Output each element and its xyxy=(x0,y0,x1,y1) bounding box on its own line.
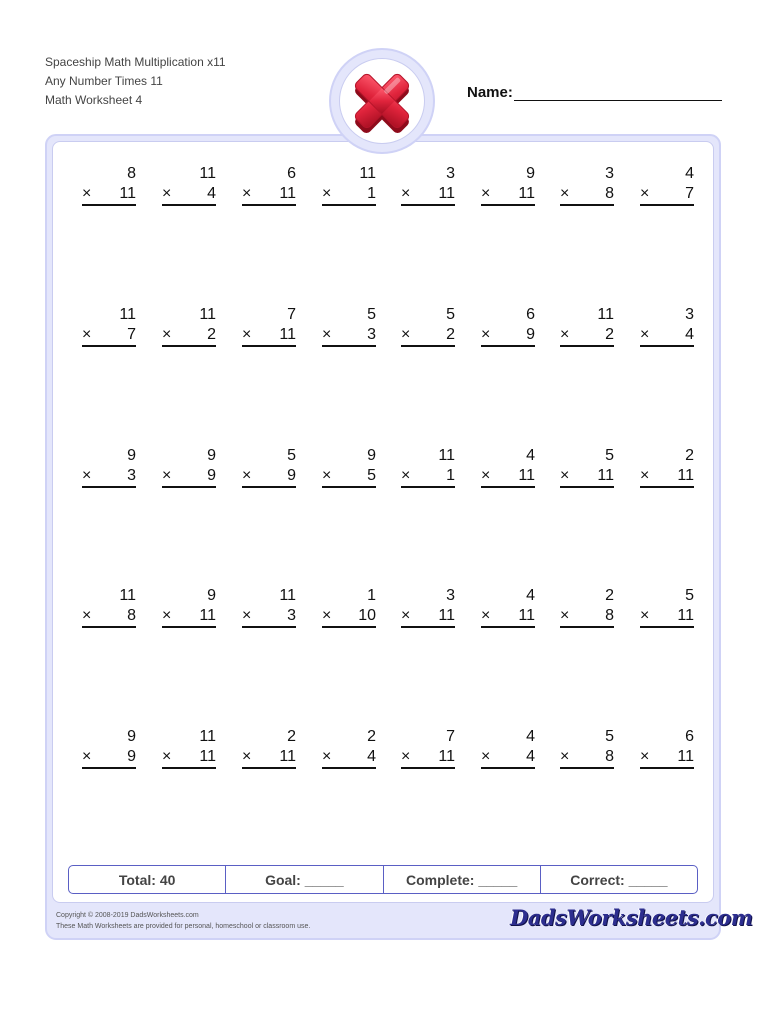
multiplicand: 9 xyxy=(207,587,216,604)
times-sign: × xyxy=(82,185,92,202)
multiplier-row xyxy=(162,325,216,347)
multiplier-row xyxy=(242,184,296,206)
complete-field: Complete: _____ xyxy=(383,866,540,893)
multiplication-problem xyxy=(401,446,455,488)
times-sign: × xyxy=(322,607,332,624)
multiplication-problem xyxy=(242,727,296,769)
multiplicand: 11 xyxy=(199,728,216,745)
multiplicand: 1 xyxy=(367,587,376,604)
multiplier-row xyxy=(82,466,136,488)
multiplier: 11 xyxy=(119,185,136,202)
times-sign: × xyxy=(560,607,570,624)
multiplicand: 5 xyxy=(367,306,376,323)
multiplicand: 2 xyxy=(287,728,296,745)
usage-note: These Math Worksheets are provided for personal, homeschool or classroom use. xyxy=(56,923,311,930)
multiplier: 8 xyxy=(605,748,614,765)
multiplication-problem xyxy=(242,305,296,347)
times-sign: × xyxy=(640,326,650,343)
footer xyxy=(56,910,310,932)
multiplier-row xyxy=(322,325,376,347)
multiplication-problem xyxy=(481,586,535,628)
multiplier-row xyxy=(82,747,136,769)
multiplication-problem xyxy=(401,586,455,628)
goal-field: Goal: _____ xyxy=(225,866,382,893)
multiplier-row xyxy=(162,184,216,206)
multiplication-problem xyxy=(640,164,694,206)
multiplier-row xyxy=(82,606,136,628)
multiplication-problem xyxy=(242,586,296,628)
multiplier-row xyxy=(560,466,614,488)
total-count: Total: 40 xyxy=(118,871,176,888)
multiplier-row xyxy=(322,466,376,488)
name-blank-line[interactable] xyxy=(514,84,722,101)
multiplier-row xyxy=(162,747,216,769)
score-summary xyxy=(68,865,698,894)
multiplication-problem xyxy=(401,164,455,206)
multiplier-row xyxy=(640,747,694,769)
multiplication-problem xyxy=(322,727,376,769)
multiplication-problem xyxy=(481,727,535,769)
multiplier-row xyxy=(401,184,455,206)
dadsworksheets-logo: DadsWorksheets.com xyxy=(510,905,753,930)
times-sign: × xyxy=(560,467,570,484)
worksheet-number: Math Worksheet 4 xyxy=(45,93,143,107)
multiplication-problem xyxy=(481,164,535,206)
multiplier: 7 xyxy=(685,185,694,202)
multiplier-row xyxy=(560,747,614,769)
multiplication-problem xyxy=(560,305,614,347)
multiplier-row xyxy=(242,747,296,769)
times-sign: × xyxy=(481,467,491,484)
multiplicand: 9 xyxy=(207,447,216,464)
times-sign: × xyxy=(640,467,650,484)
multiplication-problem xyxy=(640,586,694,628)
multiplicand: 9 xyxy=(367,447,376,464)
multiplication-problem xyxy=(640,305,694,347)
multiplier: 5 xyxy=(367,467,376,484)
times-sign: × xyxy=(82,748,92,765)
multiplier-row xyxy=(640,184,694,206)
multiplicand: 6 xyxy=(287,165,296,182)
multiplicand: 5 xyxy=(605,447,614,464)
times-sign: × xyxy=(640,607,650,624)
multiplier-row xyxy=(401,747,455,769)
multiplier: 11 xyxy=(199,748,216,765)
multiplication-problem xyxy=(322,586,376,628)
multiplication-problem xyxy=(82,164,136,206)
multiplier: 9 xyxy=(127,748,136,765)
multiplication-problem xyxy=(481,305,535,347)
times-sign: × xyxy=(322,326,332,343)
multiplicand: 11 xyxy=(597,306,614,323)
times-sign: × xyxy=(242,185,252,202)
problem-area xyxy=(52,141,714,903)
times-sign: × xyxy=(162,467,172,484)
multiplier-row xyxy=(242,325,296,347)
multiplier: 11 xyxy=(279,185,296,202)
multiplier-row xyxy=(481,325,535,347)
multiplicand: 11 xyxy=(359,165,376,182)
multiplier-row xyxy=(242,606,296,628)
multiplicand: 3 xyxy=(446,165,455,182)
multiplication-problem xyxy=(322,446,376,488)
times-sign: × xyxy=(481,748,491,765)
multiplier-row xyxy=(242,466,296,488)
multiplier: 8 xyxy=(605,185,614,202)
multiplier: 9 xyxy=(526,326,535,343)
multiplicand: 6 xyxy=(685,728,694,745)
multiplier: 11 xyxy=(279,326,296,343)
times-sign: × xyxy=(560,326,570,343)
multiplicand: 4 xyxy=(526,728,535,745)
multiplicand: 3 xyxy=(446,587,455,604)
multiplicand: 3 xyxy=(605,165,614,182)
multiplication-problem xyxy=(82,305,136,347)
multiplier: 3 xyxy=(127,467,136,484)
multiplier-row xyxy=(560,325,614,347)
multiplier: 11 xyxy=(518,607,535,624)
multiplicand: 2 xyxy=(367,728,376,745)
multiplier-row xyxy=(401,606,455,628)
multiplicand: 11 xyxy=(119,587,136,604)
name-label: Name: xyxy=(467,84,513,101)
times-sign: × xyxy=(82,326,92,343)
multiplication-problem xyxy=(162,586,216,628)
times-sign: × xyxy=(322,748,332,765)
multiplier-row xyxy=(162,606,216,628)
times-sign: × xyxy=(401,185,411,202)
times-sign: × xyxy=(162,748,172,765)
multiplication-problem xyxy=(640,727,694,769)
multiplicand: 4 xyxy=(526,587,535,604)
worksheet-subtitle: Any Number Times 11 xyxy=(45,74,163,88)
name-field xyxy=(467,84,722,101)
times-sign: × xyxy=(401,607,411,624)
multiplier-row xyxy=(322,747,376,769)
multiplier: 11 xyxy=(518,467,535,484)
multiplier: 4 xyxy=(367,748,376,765)
times-sign: × xyxy=(162,185,172,202)
multiplier: 11 xyxy=(438,748,455,765)
multiplier: 11 xyxy=(677,467,694,484)
multiplier: 10 xyxy=(358,607,376,624)
multiplicand: 4 xyxy=(526,447,535,464)
multiplication-problem xyxy=(640,446,694,488)
multiplicand: 5 xyxy=(446,306,455,323)
multiplicand: 11 xyxy=(119,306,136,323)
multiplication-problem xyxy=(82,586,136,628)
multiplier-row xyxy=(401,325,455,347)
times-sign: × xyxy=(560,748,570,765)
multiplier-row xyxy=(322,606,376,628)
copyright-text: Copyright © 2008-2019 DadsWorksheets.com xyxy=(56,912,199,919)
multiplicand: 3 xyxy=(685,306,694,323)
multiplier: 11 xyxy=(518,185,535,202)
times-sign: × xyxy=(401,467,411,484)
multiplier-row xyxy=(481,606,535,628)
multiplication-problem xyxy=(162,727,216,769)
multiplicand: 5 xyxy=(287,447,296,464)
multiplicand: 5 xyxy=(685,587,694,604)
multiplier: 2 xyxy=(207,326,216,343)
correct-field: Correct: _____ xyxy=(540,866,697,893)
multiplier-row xyxy=(481,466,535,488)
multiplicand: 4 xyxy=(685,165,694,182)
multiplier: 4 xyxy=(685,326,694,343)
multiplier: 3 xyxy=(367,326,376,343)
multiplier: 11 xyxy=(677,748,694,765)
times-sign: × xyxy=(481,607,491,624)
multiplier-row xyxy=(560,184,614,206)
multiplication-problem xyxy=(82,727,136,769)
multiplicand: 11 xyxy=(199,165,216,182)
multiplication-problem xyxy=(481,446,535,488)
multiplicand: 7 xyxy=(287,306,296,323)
multiplier: 2 xyxy=(605,326,614,343)
red-x-icon xyxy=(340,59,424,143)
multiplication-problem xyxy=(242,164,296,206)
multiplier-row xyxy=(560,606,614,628)
multiplication-problem xyxy=(242,446,296,488)
multiplicand: 8 xyxy=(127,165,136,182)
times-sign: × xyxy=(162,326,172,343)
times-sign: × xyxy=(481,185,491,202)
multiplication-problem xyxy=(401,727,455,769)
times-sign: × xyxy=(242,748,252,765)
multiplication-problem xyxy=(560,164,614,206)
times-sign: × xyxy=(401,748,411,765)
multiplication-problem xyxy=(162,446,216,488)
multiplier: 11 xyxy=(279,748,296,765)
multiplier: 11 xyxy=(597,467,614,484)
multiplication-problem xyxy=(560,727,614,769)
times-sign: × xyxy=(640,748,650,765)
times-sign: × xyxy=(242,607,252,624)
multiplier-row xyxy=(640,466,694,488)
multiplicand: 11 xyxy=(438,447,455,464)
multiplicand: 2 xyxy=(605,587,614,604)
multiplier: 8 xyxy=(605,607,614,624)
times-sign: × xyxy=(162,607,172,624)
times-sign: × xyxy=(82,607,92,624)
multiplication-problem xyxy=(401,305,455,347)
multiplication-problem xyxy=(162,305,216,347)
multiplier: 1 xyxy=(367,185,376,202)
multiplication-problem xyxy=(560,446,614,488)
multiplicand: 9 xyxy=(127,447,136,464)
multiplier-row xyxy=(322,184,376,206)
worksheet-header xyxy=(45,53,226,110)
times-sign: × xyxy=(242,467,252,484)
multiplier: 7 xyxy=(127,326,136,343)
multiplication-problem xyxy=(162,164,216,206)
multiplier-row xyxy=(640,606,694,628)
multiplier: 3 xyxy=(287,607,296,624)
multiplication-problem xyxy=(322,164,376,206)
multiplicand: 2 xyxy=(685,447,694,464)
multiplicand: 9 xyxy=(127,728,136,745)
multiplier: 9 xyxy=(287,467,296,484)
multiplicand: 7 xyxy=(446,728,455,745)
multiplicand: 9 xyxy=(526,165,535,182)
multiplier-row xyxy=(481,184,535,206)
multiplicand: 6 xyxy=(526,306,535,323)
multiplication-problem xyxy=(322,305,376,347)
multiplier: 9 xyxy=(207,467,216,484)
multiplier-row xyxy=(82,184,136,206)
times-sign: × xyxy=(322,467,332,484)
multiplicand: 5 xyxy=(605,728,614,745)
multiplier-row xyxy=(401,466,455,488)
multiplier: 11 xyxy=(677,607,694,624)
multiplication-problem xyxy=(560,586,614,628)
times-sign: × xyxy=(640,185,650,202)
times-sign: × xyxy=(82,467,92,484)
multiplier: 11 xyxy=(199,607,216,624)
worksheet-title: Spaceship Math Multiplication x11 xyxy=(45,55,226,69)
times-sign: × xyxy=(560,185,570,202)
multiplier-row xyxy=(82,325,136,347)
multiplier: 1 xyxy=(446,467,455,484)
multiplier-row xyxy=(162,466,216,488)
multiplication-problem xyxy=(82,446,136,488)
multiplier: 11 xyxy=(438,185,455,202)
multiplier: 4 xyxy=(526,748,535,765)
multiplicand: 11 xyxy=(279,587,296,604)
multiplier-row xyxy=(481,747,535,769)
multiplier: 11 xyxy=(438,607,455,624)
multiplier: 4 xyxy=(207,185,216,202)
multiplier: 8 xyxy=(127,607,136,624)
multiplier-row xyxy=(640,325,694,347)
multiplier: 2 xyxy=(446,326,455,343)
times-sign: × xyxy=(481,326,491,343)
multiplicand: 11 xyxy=(199,306,216,323)
times-sign: × xyxy=(401,326,411,343)
times-sign: × xyxy=(242,326,252,343)
times-sign: × xyxy=(322,185,332,202)
